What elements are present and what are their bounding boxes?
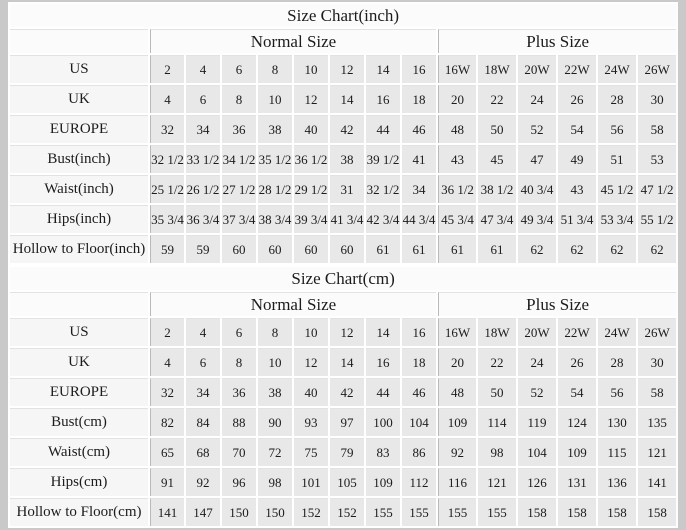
size-value-cell: 115 bbox=[598, 438, 636, 466]
size-value-cell: 109 bbox=[366, 468, 400, 496]
size-value-cell: 82 bbox=[150, 408, 184, 436]
size-value-cell: 53 bbox=[638, 145, 676, 173]
size-value-cell: 92 bbox=[438, 438, 476, 466]
table-title: Size Chart(inch) bbox=[10, 4, 676, 27]
size-value-cell: 152 bbox=[294, 498, 328, 526]
size-value-cell: 37 3/4 bbox=[222, 205, 256, 233]
size-value-cell: 36 3/4 bbox=[186, 205, 220, 233]
size-value-cell: 6 bbox=[186, 85, 220, 113]
size-value-cell: 155 bbox=[478, 498, 516, 526]
row-label: Bust(cm) bbox=[10, 408, 148, 436]
size-value-cell: 34 1/2 bbox=[222, 145, 256, 173]
size-value-cell: 55 1/2 bbox=[638, 205, 676, 233]
size-value-cell: 41 bbox=[402, 145, 436, 173]
size-value-cell: 101 bbox=[294, 468, 328, 496]
table-row bbox=[10, 55, 676, 83]
size-value-cell: 152 bbox=[330, 498, 364, 526]
size-value-cell: 8 bbox=[258, 55, 292, 83]
size-value-cell: 62 bbox=[638, 235, 676, 263]
size-value-cell: 26W bbox=[638, 55, 676, 83]
column-group-label: Normal Size bbox=[150, 29, 436, 53]
corner-cell bbox=[10, 292, 148, 316]
size-value-cell: 42 bbox=[330, 378, 364, 406]
size-value-cell: 26W bbox=[638, 318, 676, 346]
size-value-cell: 14 bbox=[330, 348, 364, 376]
size-value-cell: 40 3/4 bbox=[518, 175, 556, 203]
table-row bbox=[10, 468, 676, 496]
size-value-cell: 38 3/4 bbox=[258, 205, 292, 233]
size-value-cell: 47 1/2 bbox=[638, 175, 676, 203]
size-value-cell: 61 bbox=[402, 235, 436, 263]
size-value-cell: 54 bbox=[558, 115, 596, 143]
size-value-cell: 45 1/2 bbox=[598, 175, 636, 203]
size-value-cell: 48 bbox=[438, 378, 476, 406]
size-value-cell: 27 1/2 bbox=[222, 175, 256, 203]
size-value-cell: 22 bbox=[478, 348, 516, 376]
size-value-cell: 147 bbox=[186, 498, 220, 526]
table-row bbox=[10, 115, 676, 143]
size-value-cell: 18 bbox=[402, 348, 436, 376]
size-value-cell: 16W bbox=[438, 318, 476, 346]
size-value-cell: 4 bbox=[186, 318, 220, 346]
size-value-cell: 158 bbox=[638, 498, 676, 526]
size-value-cell: 30 bbox=[638, 85, 676, 113]
size-value-cell: 52 bbox=[518, 115, 556, 143]
size-value-cell: 40 bbox=[294, 378, 328, 406]
size-chart-cm-table bbox=[8, 265, 678, 528]
size-value-cell: 68 bbox=[186, 438, 220, 466]
size-value-cell: 65 bbox=[150, 438, 184, 466]
size-value-cell: 36 bbox=[222, 115, 256, 143]
size-value-cell: 119 bbox=[518, 408, 556, 436]
size-value-cell: 105 bbox=[330, 468, 364, 496]
column-group-row bbox=[10, 29, 676, 53]
size-value-cell: 75 bbox=[294, 438, 328, 466]
table-row bbox=[10, 145, 676, 173]
size-value-cell: 116 bbox=[438, 468, 476, 496]
size-value-cell: 38 1/2 bbox=[478, 175, 516, 203]
size-value-cell: 36 1/2 bbox=[438, 175, 476, 203]
column-group-label: Plus Size bbox=[438, 29, 676, 53]
size-value-cell: 35 1/2 bbox=[258, 145, 292, 173]
table-row bbox=[10, 318, 676, 346]
size-value-cell: 79 bbox=[330, 438, 364, 466]
size-value-cell: 24 bbox=[518, 85, 556, 113]
size-value-cell: 51 bbox=[598, 145, 636, 173]
size-value-cell: 60 bbox=[258, 235, 292, 263]
size-value-cell: 32 1/2 bbox=[366, 175, 400, 203]
size-value-cell: 18 bbox=[402, 85, 436, 113]
size-value-cell: 109 bbox=[438, 408, 476, 436]
size-value-cell: 35 3/4 bbox=[150, 205, 184, 233]
size-value-cell: 59 bbox=[186, 235, 220, 263]
size-value-cell: 4 bbox=[150, 85, 184, 113]
size-value-cell: 34 bbox=[402, 175, 436, 203]
size-value-cell: 98 bbox=[478, 438, 516, 466]
table-row bbox=[10, 205, 676, 233]
size-value-cell: 8 bbox=[258, 318, 292, 346]
size-value-cell: 72 bbox=[258, 438, 292, 466]
size-value-cell: 47 bbox=[518, 145, 556, 173]
size-value-cell: 38 bbox=[258, 378, 292, 406]
size-value-cell: 43 bbox=[438, 145, 476, 173]
table-row bbox=[10, 438, 676, 466]
size-value-cell: 141 bbox=[638, 468, 676, 496]
size-value-cell: 8 bbox=[222, 85, 256, 113]
row-label: Hips(inch) bbox=[10, 205, 148, 233]
size-value-cell: 44 3/4 bbox=[402, 205, 436, 233]
size-value-cell: 10 bbox=[294, 318, 328, 346]
size-value-cell: 24 bbox=[518, 348, 556, 376]
size-value-cell: 6 bbox=[222, 55, 256, 83]
size-value-cell: 44 bbox=[366, 378, 400, 406]
size-value-cell: 61 bbox=[478, 235, 516, 263]
table-row bbox=[10, 498, 676, 526]
size-value-cell: 34 bbox=[186, 115, 220, 143]
size-value-cell: 58 bbox=[638, 115, 676, 143]
size-value-cell: 46 bbox=[402, 115, 436, 143]
size-value-cell: 30 bbox=[638, 348, 676, 376]
row-label: UK bbox=[10, 85, 148, 113]
size-value-cell: 39 3/4 bbox=[294, 205, 328, 233]
row-label: US bbox=[10, 318, 148, 346]
size-value-cell: 62 bbox=[598, 235, 636, 263]
size-value-cell: 50 bbox=[478, 115, 516, 143]
column-group-label: Plus Size bbox=[438, 292, 676, 316]
size-value-cell: 104 bbox=[518, 438, 556, 466]
size-value-cell: 47 3/4 bbox=[478, 205, 516, 233]
size-value-cell: 150 bbox=[222, 498, 256, 526]
size-value-cell: 92 bbox=[186, 468, 220, 496]
size-value-cell: 36 1/2 bbox=[294, 145, 328, 173]
size-value-cell: 38 bbox=[330, 145, 364, 173]
size-value-cell: 32 1/2 bbox=[150, 145, 184, 173]
size-value-cell: 124 bbox=[558, 408, 596, 436]
size-value-cell: 96 bbox=[222, 468, 256, 496]
size-value-cell: 62 bbox=[518, 235, 556, 263]
size-value-cell: 53 3/4 bbox=[598, 205, 636, 233]
size-value-cell: 90 bbox=[258, 408, 292, 436]
size-value-cell: 22 bbox=[478, 85, 516, 113]
size-value-cell: 43 bbox=[558, 175, 596, 203]
size-value-cell: 93 bbox=[294, 408, 328, 436]
size-value-cell: 40 bbox=[294, 115, 328, 143]
row-label: EUROPE bbox=[10, 378, 148, 406]
size-value-cell: 155 bbox=[366, 498, 400, 526]
title-row bbox=[10, 267, 676, 290]
size-value-cell: 38 bbox=[258, 115, 292, 143]
row-label: EUROPE bbox=[10, 115, 148, 143]
size-value-cell: 2 bbox=[150, 55, 184, 83]
size-value-cell: 59 bbox=[150, 235, 184, 263]
size-value-cell: 45 3/4 bbox=[438, 205, 476, 233]
size-value-cell: 70 bbox=[222, 438, 256, 466]
size-value-cell: 36 bbox=[222, 378, 256, 406]
size-value-cell: 14 bbox=[366, 318, 400, 346]
size-value-cell: 18W bbox=[478, 55, 516, 83]
size-value-cell: 50 bbox=[478, 378, 516, 406]
row-label: UK bbox=[10, 348, 148, 376]
size-value-cell: 86 bbox=[402, 438, 436, 466]
size-value-cell: 60 bbox=[330, 235, 364, 263]
size-value-cell: 10 bbox=[258, 348, 292, 376]
size-value-cell: 24W bbox=[598, 55, 636, 83]
size-value-cell: 126 bbox=[518, 468, 556, 496]
size-value-cell: 39 1/2 bbox=[366, 145, 400, 173]
size-value-cell: 4 bbox=[186, 55, 220, 83]
size-value-cell: 10 bbox=[258, 85, 292, 113]
corner-cell bbox=[10, 29, 148, 53]
title-row bbox=[10, 4, 676, 27]
size-value-cell: 58 bbox=[638, 378, 676, 406]
row-label: US bbox=[10, 55, 148, 83]
table-row bbox=[10, 235, 676, 263]
size-value-cell: 60 bbox=[222, 235, 256, 263]
size-value-cell: 88 bbox=[222, 408, 256, 436]
row-label: Waist(cm) bbox=[10, 438, 148, 466]
size-value-cell: 150 bbox=[258, 498, 292, 526]
size-value-cell: 141 bbox=[150, 498, 184, 526]
size-value-cell: 20W bbox=[518, 318, 556, 346]
row-label: Hollow to Floor(cm) bbox=[10, 498, 148, 526]
row-label: Hollow to Floor(inch) bbox=[10, 235, 148, 263]
size-value-cell: 155 bbox=[402, 498, 436, 526]
size-value-cell: 41 3/4 bbox=[330, 205, 364, 233]
size-value-cell: 20W bbox=[518, 55, 556, 83]
size-value-cell: 62 bbox=[558, 235, 596, 263]
size-value-cell: 54 bbox=[558, 378, 596, 406]
size-value-cell: 26 1/2 bbox=[186, 175, 220, 203]
size-value-cell: 130 bbox=[598, 408, 636, 436]
size-value-cell: 91 bbox=[150, 468, 184, 496]
size-value-cell: 42 3/4 bbox=[366, 205, 400, 233]
size-value-cell: 29 1/2 bbox=[294, 175, 328, 203]
size-value-cell: 16 bbox=[366, 85, 400, 113]
size-value-cell: 42 bbox=[330, 115, 364, 143]
size-value-cell: 84 bbox=[186, 408, 220, 436]
size-value-cell: 12 bbox=[294, 348, 328, 376]
size-value-cell: 2 bbox=[150, 318, 184, 346]
table-title: Size Chart(cm) bbox=[10, 267, 676, 290]
size-chart-inch-table bbox=[8, 2, 678, 265]
size-value-cell: 18W bbox=[478, 318, 516, 346]
size-value-cell: 33 1/2 bbox=[186, 145, 220, 173]
size-value-cell: 114 bbox=[478, 408, 516, 436]
size-value-cell: 49 3/4 bbox=[518, 205, 556, 233]
size-value-cell: 56 bbox=[598, 115, 636, 143]
size-value-cell: 61 bbox=[438, 235, 476, 263]
size-value-cell: 100 bbox=[366, 408, 400, 436]
size-value-cell: 24W bbox=[598, 318, 636, 346]
size-value-cell: 16 bbox=[402, 55, 436, 83]
size-value-cell: 28 bbox=[598, 348, 636, 376]
size-value-cell: 48 bbox=[438, 115, 476, 143]
size-value-cell: 14 bbox=[330, 85, 364, 113]
size-value-cell: 45 bbox=[478, 145, 516, 173]
size-value-cell: 22W bbox=[558, 55, 596, 83]
size-value-cell: 12 bbox=[330, 318, 364, 346]
size-value-cell: 6 bbox=[222, 318, 256, 346]
size-value-cell: 51 3/4 bbox=[558, 205, 596, 233]
size-value-cell: 26 bbox=[558, 348, 596, 376]
row-label: Waist(inch) bbox=[10, 175, 148, 203]
size-value-cell: 121 bbox=[478, 468, 516, 496]
size-value-cell: 158 bbox=[518, 498, 556, 526]
size-value-cell: 135 bbox=[638, 408, 676, 436]
size-value-cell: 8 bbox=[222, 348, 256, 376]
size-value-cell: 158 bbox=[558, 498, 596, 526]
size-value-cell: 20 bbox=[438, 348, 476, 376]
size-value-cell: 28 bbox=[598, 85, 636, 113]
size-value-cell: 16W bbox=[438, 55, 476, 83]
table-row bbox=[10, 408, 676, 436]
size-value-cell: 20 bbox=[438, 85, 476, 113]
size-value-cell: 25 1/2 bbox=[150, 175, 184, 203]
row-label: Bust(inch) bbox=[10, 145, 148, 173]
size-value-cell: 12 bbox=[294, 85, 328, 113]
size-value-cell: 97 bbox=[330, 408, 364, 436]
table-row bbox=[10, 348, 676, 376]
size-value-cell: 98 bbox=[258, 468, 292, 496]
size-value-cell: 4 bbox=[150, 348, 184, 376]
size-value-cell: 60 bbox=[294, 235, 328, 263]
size-value-cell: 6 bbox=[186, 348, 220, 376]
size-value-cell: 26 bbox=[558, 85, 596, 113]
size-value-cell: 83 bbox=[366, 438, 400, 466]
size-value-cell: 14 bbox=[366, 55, 400, 83]
size-value-cell: 61 bbox=[366, 235, 400, 263]
size-value-cell: 28 1/2 bbox=[258, 175, 292, 203]
column-group-row bbox=[10, 292, 676, 316]
size-value-cell: 46 bbox=[402, 378, 436, 406]
table-row bbox=[10, 85, 676, 113]
size-value-cell: 52 bbox=[518, 378, 556, 406]
column-group-label: Normal Size bbox=[150, 292, 436, 316]
row-label: Hips(cm) bbox=[10, 468, 148, 496]
size-value-cell: 104 bbox=[402, 408, 436, 436]
size-value-cell: 158 bbox=[598, 498, 636, 526]
size-value-cell: 22W bbox=[558, 318, 596, 346]
size-value-cell: 34 bbox=[186, 378, 220, 406]
size-value-cell: 155 bbox=[438, 498, 476, 526]
size-value-cell: 112 bbox=[402, 468, 436, 496]
size-value-cell: 121 bbox=[638, 438, 676, 466]
size-value-cell: 49 bbox=[558, 145, 596, 173]
size-value-cell: 31 bbox=[330, 175, 364, 203]
size-value-cell: 109 bbox=[558, 438, 596, 466]
size-value-cell: 131 bbox=[558, 468, 596, 496]
table-row bbox=[10, 175, 676, 203]
size-value-cell: 44 bbox=[366, 115, 400, 143]
size-value-cell: 16 bbox=[366, 348, 400, 376]
table-row bbox=[10, 378, 676, 406]
size-value-cell: 136 bbox=[598, 468, 636, 496]
size-value-cell: 32 bbox=[150, 115, 184, 143]
size-value-cell: 56 bbox=[598, 378, 636, 406]
size-value-cell: 32 bbox=[150, 378, 184, 406]
size-value-cell: 16 bbox=[402, 318, 436, 346]
size-value-cell: 12 bbox=[330, 55, 364, 83]
size-value-cell: 10 bbox=[294, 55, 328, 83]
